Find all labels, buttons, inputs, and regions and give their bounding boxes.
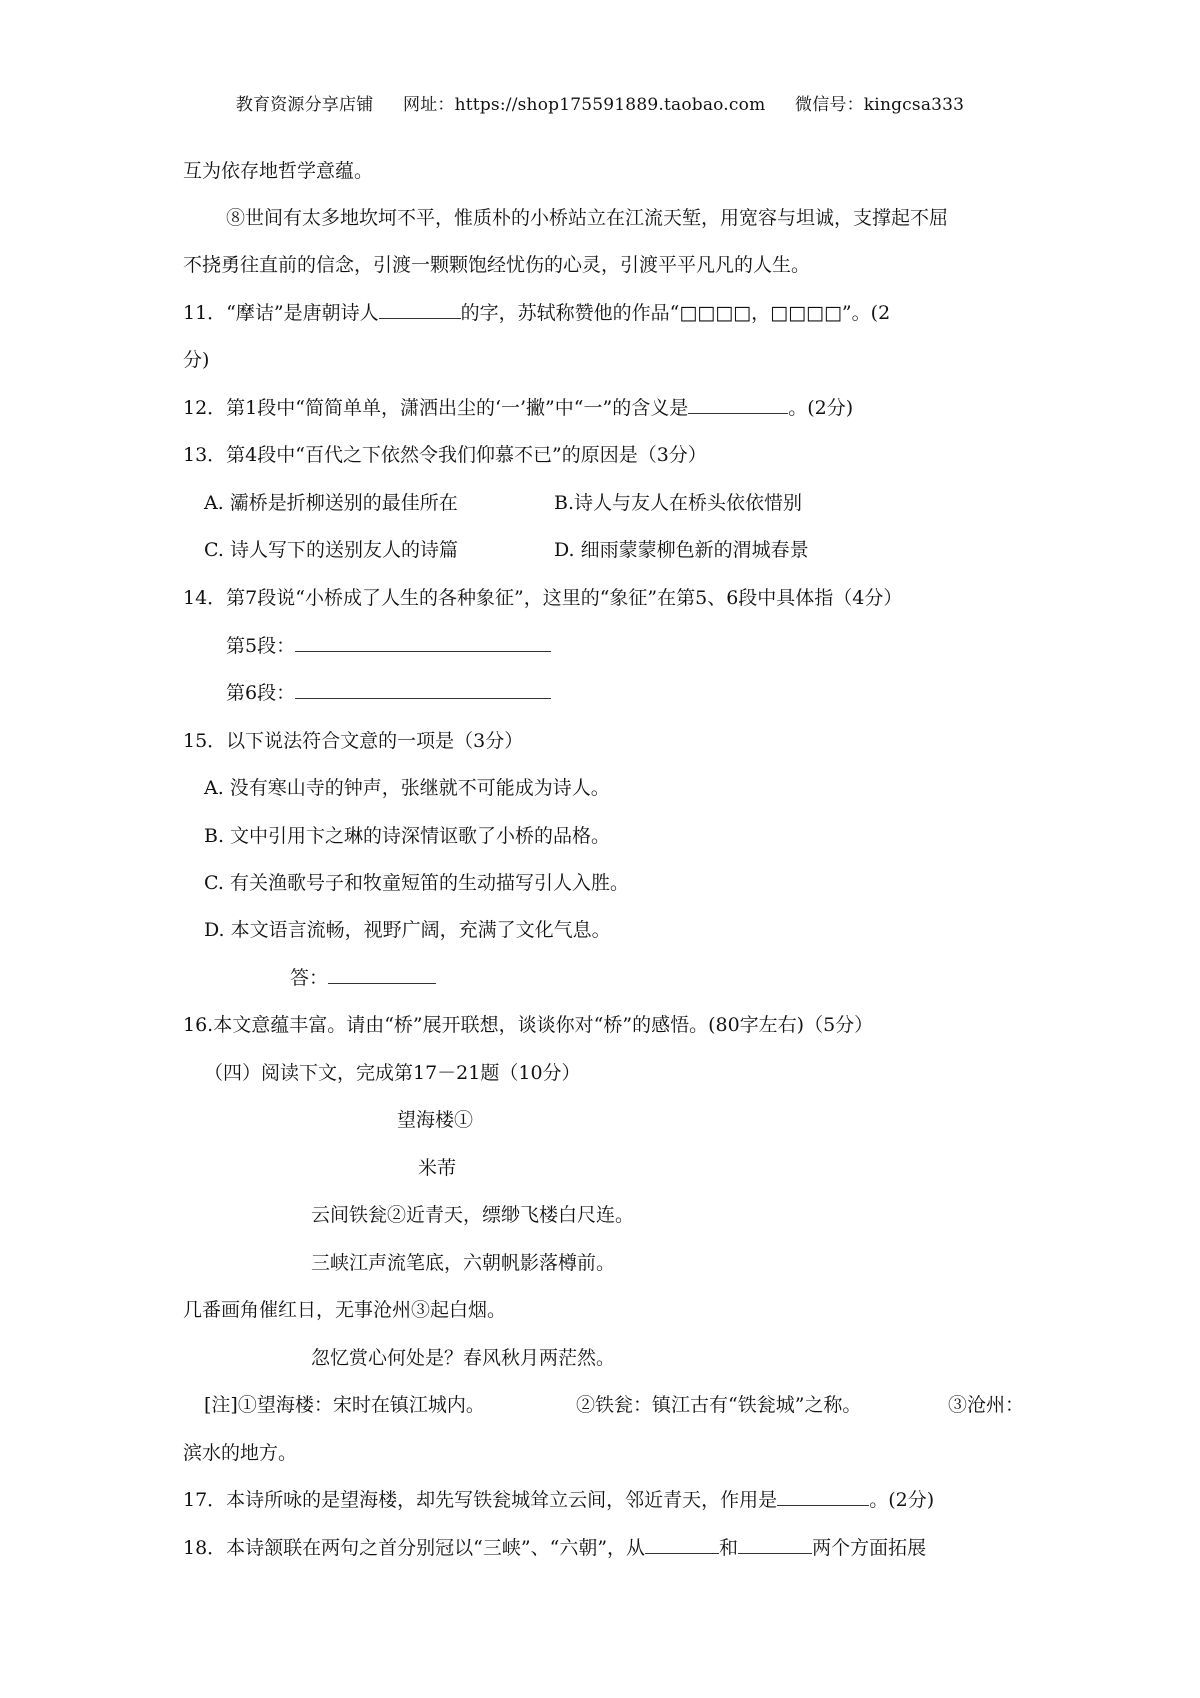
answer-label: 答：	[290, 967, 329, 989]
answer-line	[290, 965, 436, 991]
poem-author: 米芾	[418, 1157, 457, 1179]
question-text: 和	[719, 1537, 739, 1559]
question-text: 11．“摩诘”是唐朝诗人	[183, 302, 379, 324]
option-c: C. 诗人写下的送别友人的诗篇	[204, 539, 458, 561]
poem-title: 望海楼①	[397, 1109, 474, 1131]
answer-label: 第5段：	[226, 635, 296, 657]
note: 滨水的地方。	[183, 1442, 298, 1464]
note: ③沧州：	[948, 1394, 1025, 1416]
option-b: B. 文中引用卞之琳的诗深情讴歌了小桥的品格。	[204, 825, 611, 847]
answer-blank[interactable]	[328, 965, 436, 984]
poem-line: 云间铁瓮②近青天，缥缈飞楼白尺连。	[311, 1204, 635, 1226]
question-text: 12．第1段中“简简单单，潇洒出尘的‘一’撇”中“一”的含义是	[183, 397, 689, 419]
poem-line: 几番画角催红日，无事沧州③起白烟。	[183, 1299, 507, 1321]
option-a: A. 没有寒山寺的钟声，张继就不可能成为诗人。	[204, 777, 610, 799]
question-text: 的字，苏轼称赞他的作品“□□□□，□□□□”。(2	[460, 302, 891, 324]
question-text: 。(2分)	[869, 1489, 935, 1511]
answer-line-5	[226, 633, 551, 659]
page-header	[0, 90, 1200, 115]
paragraph-line: 不挠勇往直前的信念，引渡一颗颗饱经忧伤的心灵，引渡平平凡凡的人生。	[183, 254, 811, 276]
option-b: B.诗人与友人在桥头依依惜别	[554, 492, 803, 514]
answer-line-6	[226, 680, 551, 706]
question-11	[183, 300, 890, 326]
question-17	[183, 1487, 934, 1513]
note: [注]①望海楼：宋时在镇江城内。	[204, 1394, 485, 1416]
paragraph-line: ⑧世间有太多地坎坷不平，惟质朴的小桥站立在江流天堑，用宽容与坦诚，支撑起不屈	[226, 207, 949, 229]
option-a: A. 灞桥是折柳送别的最佳所在	[204, 492, 458, 514]
option-d: D. 细雨蒙蒙柳色新的渭城春景	[554, 539, 809, 561]
answer-blank[interactable]	[645, 1535, 719, 1554]
question-18	[183, 1535, 926, 1561]
question-14: 14．第7段说“小桥成了人生的各种象征”，这里的“象征”在第5、6段中具体指（4分）	[183, 587, 903, 609]
option-c: C. 有关渔歌号子和牧童短笛的生动描写引人入胜。	[204, 872, 629, 894]
question-text: 18．本诗颔联在两句之首分别冠以“三峡”、“六朝”，从	[183, 1537, 646, 1559]
question-15: 15．以下说法符合文意的一项是（3分）	[183, 730, 524, 752]
answer-blank[interactable]	[738, 1535, 812, 1554]
question-text: 。(2分)	[788, 397, 854, 419]
note: ②铁瓮：镇江古有“铁瓮城”之称。	[576, 1394, 862, 1416]
question-text: 分)	[183, 349, 210, 371]
question-text: 17．本诗所咏的是望海楼，却先写铁瓮城耸立云间，邻近青天，作用是	[183, 1489, 778, 1511]
answer-blank[interactable]	[379, 300, 461, 319]
question-12	[183, 395, 853, 421]
answer-blank[interactable]	[688, 395, 788, 414]
answer-blank[interactable]	[295, 680, 551, 699]
question-text: 两个方面拓展	[812, 1537, 927, 1559]
answer-blank[interactable]	[295, 633, 551, 652]
header-website: 网址：https://shop175591889.taobao.com	[403, 95, 766, 115]
paragraph-line: 互为依存地哲学意蕴。	[183, 160, 374, 182]
header-wechat: 微信号：kingcsa333	[795, 95, 965, 115]
section-heading: （四）阅读下文，完成第17－21题（10分）	[204, 1062, 581, 1084]
answer-blank[interactable]	[777, 1487, 869, 1506]
question-13: 13．第4段中“百代之下依然令我们仰慕不已”的原因是（3分）	[183, 444, 707, 466]
header-shop: 教育资源分享店铺	[235, 95, 374, 115]
option-d: D. 本文语言流畅，视野广阔，充满了文化气息。	[204, 919, 611, 941]
answer-label: 第6段：	[226, 682, 296, 704]
poem-line: 忽忆赏心何处是？春风秋月两茫然。	[311, 1347, 616, 1369]
poem-line: 三峡江声流笔底，六朝帆影落樽前。	[311, 1252, 616, 1274]
question-16: 16.本文意蕴丰富。请由“桥”展开联想，谈谈你对“桥”的感悟。(80字左右)（5分）	[183, 1014, 874, 1036]
